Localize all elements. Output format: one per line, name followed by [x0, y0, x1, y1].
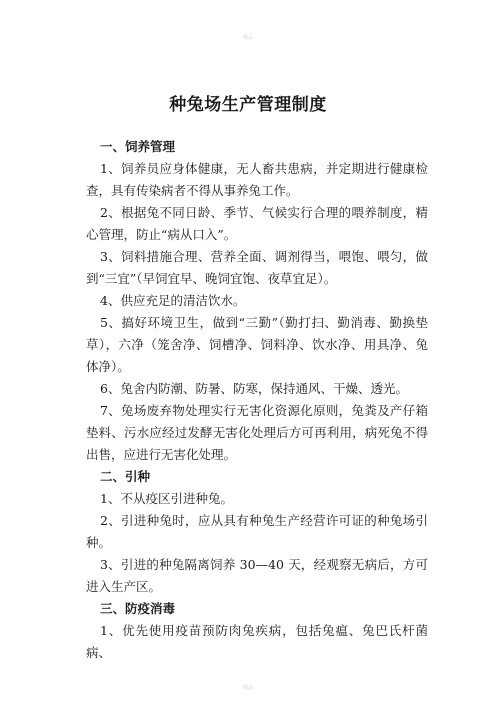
paragraph: 1、不从疫区引进种兔。: [100, 491, 233, 506]
paragraph: 1、优先使用疫苗预防肉兔疾病，包括兔瘟、兔巴氏杆菌病、: [86, 623, 428, 660]
paragraph: 5、搞好环境卫生，做到“三勤”（勤打扫、勤消毒、勤换垫草），六净（笼舍净、饲槽净、饲料净、饮水净、用具净、兔体净）。: [86, 315, 428, 374]
section-heading: 三、防疫消毒: [100, 601, 176, 616]
document-body: [86, 136, 428, 664]
paragraph: 1、饲养员应身体健康，无人畜共患病，并定期进行健康检查，具有传染病者不得从事养兔工作。: [86, 161, 428, 198]
paragraph: 3、饲料措施合理、营养全面、调剂得当，喂饱、喂匀，做到“三宜”（早饲宜早、晚饲宜饱、夜草宜足）。: [86, 249, 428, 286]
section-heading: 二、引种: [100, 469, 151, 484]
paragraph: 2、引进种兔时，应从具有种兔生产经营许可证的种兔场引种。: [86, 513, 428, 550]
section-heading: 一、饲养管理: [100, 139, 176, 154]
paragraph: 3、引进的种兔隔离饲养 30—40 天，经观察无病后，方可进入生产区。: [86, 557, 428, 594]
document-title: 种兔场生产管理制度: [169, 95, 327, 115]
paragraph: 2、根据兔不同日龄、季节、气候实行合理的喂养制度，精心管理，防止“病从口入”。: [86, 205, 428, 242]
paragraph: 6、兔舍内防潮、防暑、防寒，保持通风、干燥、透光。: [100, 381, 408, 396]
header-watermark: 精品: [242, 35, 253, 41]
paragraph: 7、兔场废弃物处理实行无害化资源化原则，兔粪及产仔箱垫料、污水应经过发酵无害化处理后方可再利用，病死兔不得出售，应进行无害化处理。: [86, 403, 428, 462]
footer-watermark: 精品: [242, 685, 253, 691]
paragraph: 4、供应充足的清洁饮水。: [100, 293, 246, 308]
